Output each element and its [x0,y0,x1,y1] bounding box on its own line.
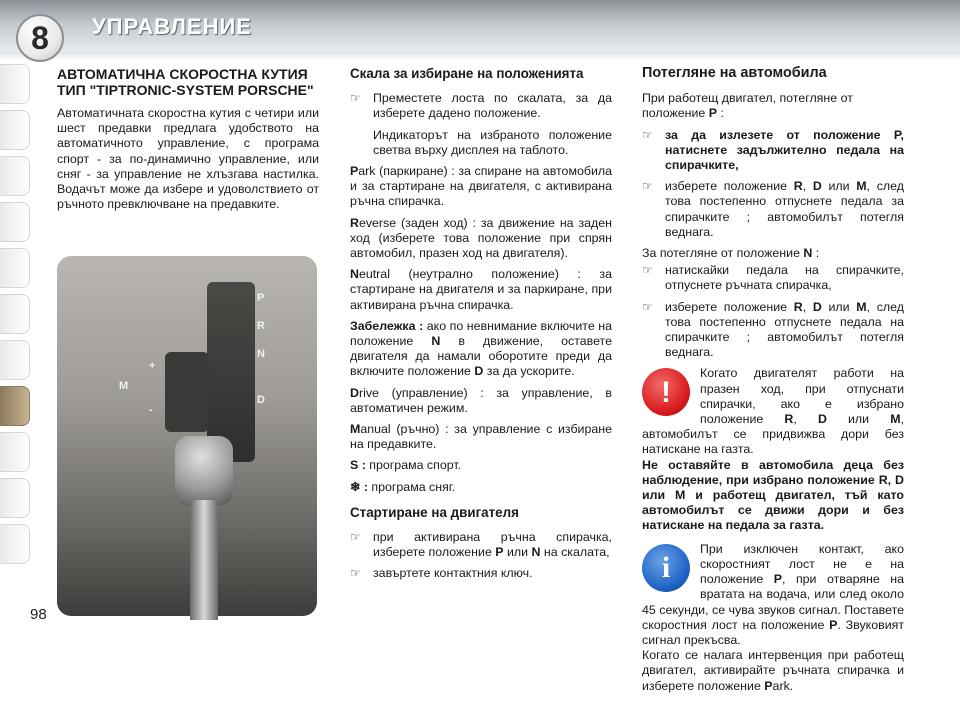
reverse-description: Reverse (заден ход) : за движение на заден ход (изберете това положение при спрян автомобил, празен ход на двигателя). [350,215,612,261]
warning-bold-text: Не оставяйте в автомобила деца без наблюдение, при избрано положение R, D или M и работещ двигател, тъй като автомобилът се движи дори и без натискане на педала за газта. [642,457,904,533]
warning-text: Когато двигателят работи на празен ход, при отпуснати спирачки, ако е избрано положение R, D или M, автомобилът се придвижва дори без натискане на газта. [642,366,904,457]
park-description: Park (паркиране) : за спиране на автомобила и за стартиране на двигателя, с активирана ръчна спирачка. [350,164,612,209]
chapter-title: УПРАВЛЕНИЕ [92,14,252,39]
info-text: При изключен контакт, ако скоростният лост не е на положение P, при отваряне на вратата на водача, или след около 45 секунди, се чува звуков сигнал. Поставете скоростния лост на положение P. Звуковият сигнал прекъсва. [642,541,904,647]
chapter-tab-3[interactable] [0,156,30,196]
pointing-hand-icon: ☞ [350,530,361,545]
pointing-hand-icon: ☞ [350,91,361,106]
info-icon: i [642,544,690,592]
driving-off-intro: При работещ двигател, потегляне от положение P : [642,91,853,121]
chapter-number-badge [16,14,64,62]
pointing-hand-icon: ☞ [642,299,653,314]
gate-letter-n: N [257,348,265,360]
section-title-driving-off: Потегляне на автомобила [642,65,827,81]
chapter-tab-4[interactable] [0,202,30,242]
gearbox-intro: Автоматичната скоростна кутия с четири или шест предавки предлага удобството на автоматичното управление, с програма спорт - за по-динамично управление, или сняг - за управление не хлъзгава настилка. Водачът може да избере и удоволствието от ръчното превключване на предавките. [57,106,319,212]
info-text-2: Когато се налага интервенция при работещ двигател, активирайте ръчната спирачка и изберете положение Park. [642,648,904,693]
pointing-hand-icon: ☞ [642,179,653,194]
chapter-tab-11[interactable] [0,524,30,564]
section-title-engine-start: Стартиране на двигателя [350,504,519,520]
manual-description: Manual (ръчно) : за управление с избиране на предавките. [350,422,612,452]
chapter-tab-2[interactable] [0,110,30,150]
gear-lever-knob [175,436,233,506]
chapter-number: 8 [31,19,49,56]
chapter-tab-1[interactable] [0,64,30,104]
gate-letter-d: D [257,394,265,406]
indicator-note: Индикаторът на избраното положение светва върху дисплея на таблото. [373,127,612,157]
neutral-description: Neutral (неутрално положение) : за стартиране на двигателя и за паркиране, при активирана ръчна спирачка. [350,267,612,312]
info-box [642,542,904,694]
pointing-hand-icon: ☞ [642,263,653,278]
bullet-release-handbrake: ☞ натискайки педала на спирачките, отпуснете ръчната спирачка, [642,263,904,293]
sport-program: S : програма спорт. [350,458,462,473]
header-strip [0,52,960,60]
chapter-tab-10[interactable] [0,478,30,518]
gear-selector-photo [57,256,317,616]
section-title-selector-scale: Скала за избиране на положенията [350,66,584,81]
bullet-turn-key: ☞ завъртете контактния ключ. [350,566,533,581]
chapter-tab-5[interactable] [0,248,30,288]
column-left [57,66,319,218]
bullet-select-position: ☞ при активирана ръчна спирачка, изберете положение P или N на скалата, [350,530,612,560]
chapter-tab-8-active[interactable] [0,386,30,426]
gate-letter-p: P [257,292,265,304]
gear-gate-main [207,282,255,462]
drive-description: Drive (управление) : за управление, в автоматичен режим. [350,385,612,415]
bullet-move-lever: ☞ Преместете лоста по скалата, за да изберете дадено положение. [350,91,612,121]
snow-program: ❄ : програма сняг. [350,479,456,494]
column-middle [350,66,612,588]
gate-letter-r: R [257,320,265,332]
warning-icon: ! [642,368,690,416]
chapter-tab-6[interactable] [0,294,30,334]
gear-gate-manual [165,352,209,432]
page-number: 98 [30,606,47,623]
gate-letter-m: M [119,380,129,392]
gear-lever-shaft [190,500,218,620]
bullet-press-brake: ☞ за да излезете от положение P, натиснете задължително педала на спирачките, [642,127,904,173]
column-right [642,66,904,702]
note-paragraph: Забележка : ако по невнимание включите на положение N в движение, оставете двигателя да намали оборотите преди да включите положение D за да ускорите. [350,318,612,379]
pointing-hand-icon: ☞ [350,566,361,581]
gate-letter-minus: - [149,404,153,416]
chapter-tab-9[interactable] [0,432,30,472]
chapter-tab-7[interactable] [0,340,30,380]
pointing-hand-icon: ☞ [642,127,653,142]
gate-letter-plus: + [149,360,156,372]
from-neutral-intro: За потегляне от положение N : [642,246,820,261]
bullet-select-rdm: ☞ изберете положение R, D или M, след това постепенно отпуснете педала за спирачките ; автомобилът потегля веднага. [642,179,904,239]
section-title-gearbox: АВТОМАТИЧНА СКОРОСТНА КУТИЯ ТИП "TIPTRONIC-SYSTEM PORSCHE" [57,66,314,98]
warning-box [642,366,904,533]
bullet-select-rdm-2: ☞ изберете положение R, D или M, след това постепенно отпуснете педала на спирачките ; автомобилът потегля веднага. [642,299,904,360]
